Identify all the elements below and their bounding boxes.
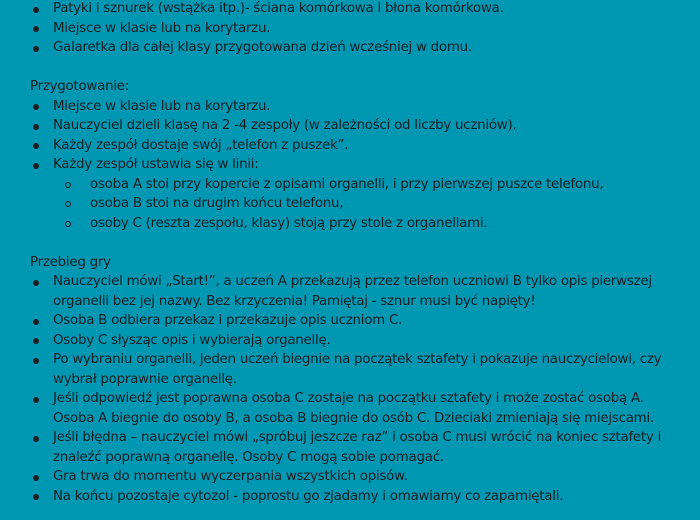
list-item: Nauczyciel dzieli klasę na 2 -4 zespoły (w zależności od liczby uczniów). — [30, 116, 680, 136]
preparation-list — [30, 97, 680, 234]
list-item: Galaretka dla całej klasy przygotowana dzień wcześniej w domu. — [30, 38, 680, 58]
list-item-text: Każdy zespół ustawia się w linii: — [53, 157, 259, 172]
preparation-heading: Przygotowanie: — [30, 79, 130, 94]
list-item: Nauczyciel mówi „Start!”, a uczeń A przekazują przez telefon uczniowi B tylko opis pierwszej organelli bez jej nazwy. Bez krzyczenia! Pamiętaj - sznur musi być napięty! — [30, 272, 680, 311]
list-item: Miejsce w klasie lub na korytarzu. — [30, 19, 680, 39]
list-item: Patyki i sznurek (wstążka itp.)- ściana komórkowa i błona komórkowa. — [30, 0, 680, 19]
gameplay-list — [30, 272, 680, 506]
team-roles-list — [53, 175, 680, 234]
gameplay-heading: Przebieg gry — [30, 254, 111, 270]
list-item: Jeśli odpowiedź jest poprawna osoba C zostaje na początku sztafety i może zostać osobą A. Osoba A biegnie do osoby B, a osoba B biegnie do osób C. Dzieciaki zmieniają się miejscami. — [30, 389, 680, 428]
list-item: Po wybraniu organelli, jeden uczeń biegnie na początek sztafety i pokazuje nauczycielowi, czy wybrał poprawnie organellę. — [30, 350, 680, 389]
list-item: Na końcu pozostaje cytozol - poprostu go zjadamy i omawiamy co zapamiętali. — [30, 487, 680, 507]
list-item: Gra trwa do momentu wyczerpania wszystkich opisów. — [30, 467, 680, 487]
list-item: Każdy zespół dostaje swój „telefon z puszek”. — [30, 136, 680, 156]
spacer — [30, 233, 680, 253]
sub-list-item: osoba A stoi przy kopercie z opisami organelli, i przy pierwszej puszce telefonu, — [63, 175, 680, 195]
materials-list — [30, 0, 680, 58]
spacer — [30, 58, 680, 78]
sub-list-item: osoby C (reszta zespołu, klasy) stoją przy stole z organellami. — [63, 214, 680, 234]
list-item — [30, 155, 680, 233]
list-item: Miejsce w klasie lub na korytarzu. — [30, 97, 680, 117]
list-item: Osoba B odbiera przekaz i przekazuje opis uczniom C. — [30, 311, 680, 331]
list-item: Osoby C słysząc opis i wybierają organellę. — [30, 331, 680, 351]
sub-list-item: osoba B stoi na drugim końcu telefonu, — [63, 194, 680, 214]
list-item: Jeśli błędna – nauczyciel mówi „spróbuj jeszcze raz” i osoba C musi wrócić na koniec sztafety i znaleźć poprawną organellę. Osoby C mogą sobie pomagać. — [30, 428, 680, 467]
